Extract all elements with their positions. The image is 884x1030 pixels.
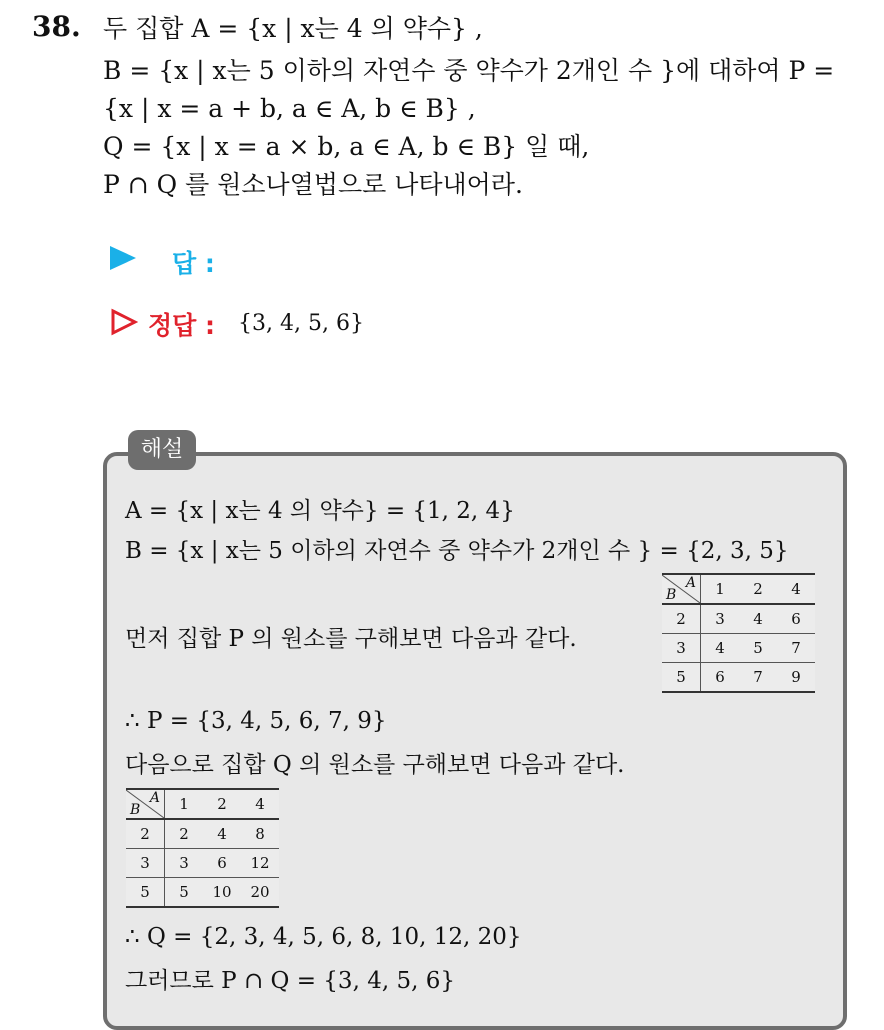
table-row-label: 5 xyxy=(662,663,701,693)
table-row-label: 3 xyxy=(662,634,701,663)
table-cell: 8 xyxy=(241,819,279,849)
table-q xyxy=(126,788,279,908)
table-cell: 5 xyxy=(739,634,777,663)
solution-line-a: A = {x | x는 4 의 약수} = {1, 2, 4} xyxy=(125,498,515,524)
question-line-3: {x | x = a + b, a ∈ A, b ∈ B} , xyxy=(103,94,476,123)
table-header-cell: 2 xyxy=(739,574,777,604)
table-cell: 20 xyxy=(241,878,279,908)
table-cell: 5 xyxy=(165,878,204,908)
table-header-cell: 2 xyxy=(203,789,241,819)
answer-label: 답 : xyxy=(172,249,215,278)
table-header-cell: 4 xyxy=(241,789,279,819)
correct-answer-label: 정답 : xyxy=(148,311,216,340)
solution-p-intro: 먼저 집합 P 의 원소를 구해보면 다음과 같다. xyxy=(125,626,577,652)
table-cell: 10 xyxy=(203,878,241,908)
table-cell: 9 xyxy=(777,663,815,693)
solution-q-result: ∴ Q = {2, 3, 4, 5, 6, 8, 10, 12, 20} xyxy=(125,924,522,950)
table-row-label: 5 xyxy=(126,878,165,908)
table-cell: 6 xyxy=(701,663,740,693)
solution-tab: 해설 xyxy=(128,430,196,470)
table-row-label: 2 xyxy=(126,819,165,849)
table-cell: 6 xyxy=(777,604,815,634)
question-line-1: 두 집합 A = {x | x는 4 의 약수} , xyxy=(103,14,483,43)
question-line-5: P ∩ Q 를 원소나열법으로 나타내어라. xyxy=(103,170,523,199)
table-corner: A B xyxy=(662,574,701,604)
table-cell: 7 xyxy=(739,663,777,693)
table-corner: A B xyxy=(126,789,165,819)
question-line-4: Q = {x | x = a × b, a ∈ A, b ∈ B} 일 때, xyxy=(103,132,590,161)
play-arrow-icon xyxy=(110,246,136,270)
table-header-cell: 4 xyxy=(777,574,815,604)
correct-answer-value: {3, 4, 5, 6} xyxy=(238,311,364,336)
table-cell: 4 xyxy=(203,819,241,849)
solution-final: 그러므로 P ∩ Q = {3, 4, 5, 6} xyxy=(125,968,455,994)
table-row-label: 2 xyxy=(662,604,701,634)
outline-arrow-icon xyxy=(110,308,138,340)
table-cell: 3 xyxy=(165,849,204,878)
table-header-cell: 1 xyxy=(165,789,204,819)
question-line-2: B = {x | x는 5 이하의 자연수 중 약수가 2개인 수 }에 대하여 P = xyxy=(103,56,835,85)
table-cell: 3 xyxy=(701,604,740,634)
solution-q-intro: 다음으로 집합 Q 의 원소를 구해보면 다음과 같다. xyxy=(125,752,625,778)
solution-line-b: B = {x | x는 5 이하의 자연수 중 약수가 2개인 수 } = {2, 3, 5} xyxy=(125,538,789,564)
table-row-label: 3 xyxy=(126,849,165,878)
table-cell: 12 xyxy=(241,849,279,878)
question-number: 38. xyxy=(32,10,81,43)
table-cell: 6 xyxy=(203,849,241,878)
table-cell: 2 xyxy=(165,819,204,849)
table-p xyxy=(662,573,815,693)
table-cell: 7 xyxy=(777,634,815,663)
table-header-cell: 1 xyxy=(701,574,740,604)
solution-p-result: ∴ P = {3, 4, 5, 6, 7, 9} xyxy=(125,708,387,734)
table-cell: 4 xyxy=(701,634,740,663)
table-cell: 4 xyxy=(739,604,777,634)
